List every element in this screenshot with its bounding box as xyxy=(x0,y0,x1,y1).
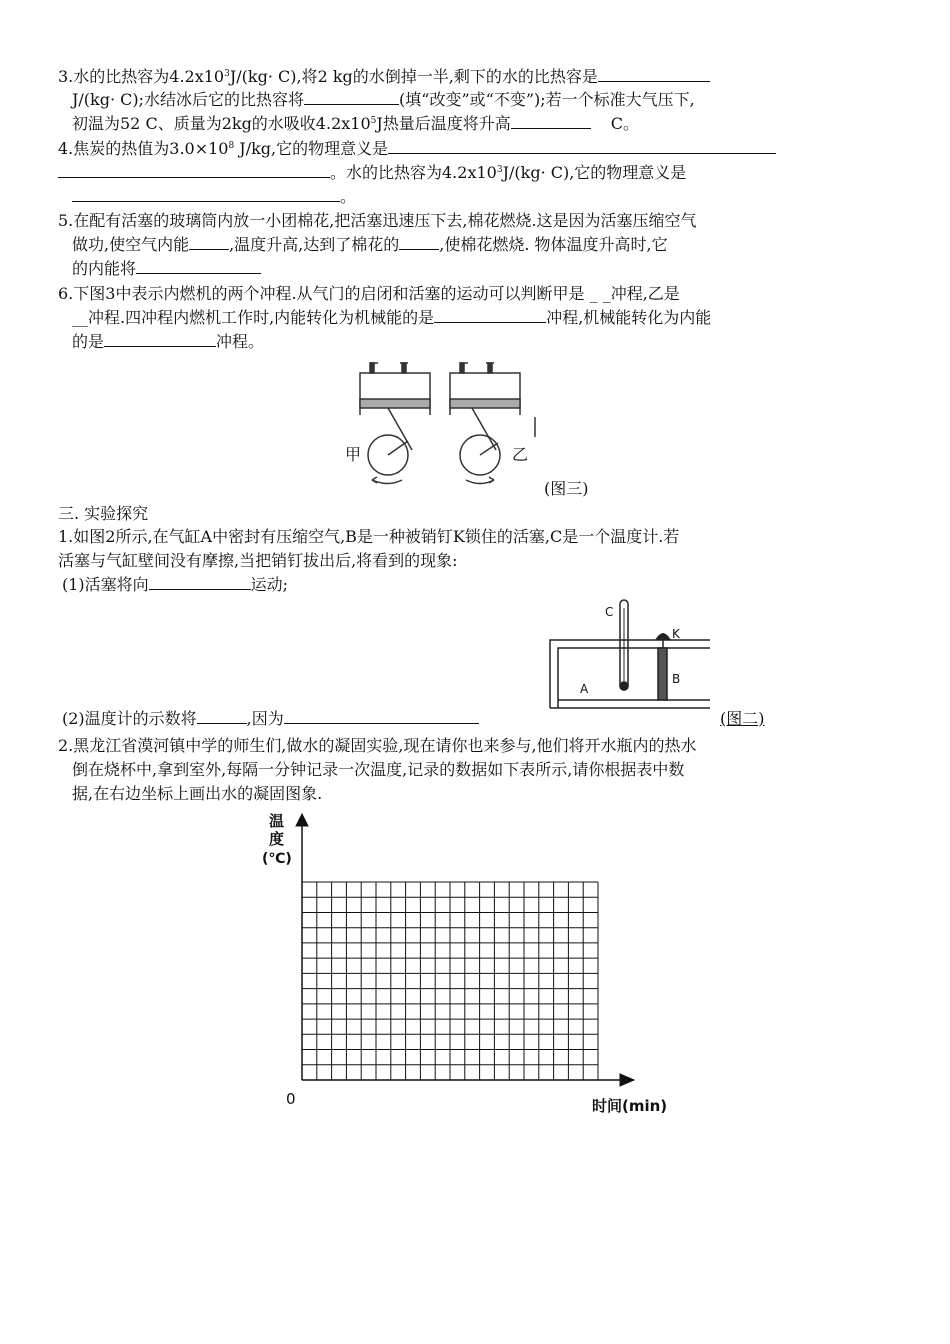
q4-line2: 。水的比热容为$4.2x10^3J/(kg\cdot C)$,它的物理意义是 xyxy=(58,162,686,184)
figure-2-caption: (图二) xyxy=(720,709,765,728)
e1-blank-3[interactable] xyxy=(284,709,479,724)
q3-line2: J/(kg· C);水结冰后它的比热容将 (填“改变”或“不变”);若一个标准大气压下, xyxy=(72,90,695,109)
freezing-graph-grid[interactable] xyxy=(290,810,640,1100)
e1-blank-1[interactable] xyxy=(149,575,251,590)
q6-line1: 6.下图3中表示内燃机的两个冲程.从气门的启闭和活塞的运动可以判断甲是 _ _冲程,乙是 xyxy=(58,284,680,303)
e1-line1: 1.如图2所示,在气缸A中密封有压缩空气,B是一种被销钉K锁住的活塞,C是一个温度计.若 xyxy=(58,527,680,546)
q6-line2: __冲程.四冲程内燃机工作时,内能转化为机械能的是 冲程,机械能转化为内能 xyxy=(72,308,712,327)
figure-2-cylinder xyxy=(540,598,720,718)
q6-blank-1[interactable] xyxy=(434,308,546,323)
e2-line3: 据,在右边坐标上画出水的凝固图象. xyxy=(72,784,323,803)
figure-3-label-jia: 甲 xyxy=(345,445,362,464)
q3-blank-3[interactable] xyxy=(511,114,591,129)
e1-line2: 活塞与气缸壁间没有摩擦,当把销钉拔出后,将看到的现象: xyxy=(58,551,458,570)
q6-line3: 的是 冲程。 xyxy=(72,332,265,351)
graph-ylabel-3: (℃) xyxy=(262,851,292,867)
q6-blank-2[interactable] xyxy=(104,332,216,347)
graph-origin: 0 xyxy=(286,1090,296,1108)
figure-2-label-a: A xyxy=(580,682,589,696)
q4-blank-2[interactable] xyxy=(58,163,330,178)
figure-2-label-c: C xyxy=(605,605,614,619)
figure-3-label-yi: 乙 xyxy=(512,445,529,464)
e1-blank-2[interactable] xyxy=(197,709,247,724)
q3-line1: 3.水的比热容为$4.2x10^3J/(kg\cdot C)$,将2 kg的水倒掉一半,剩下的水的比热容是 xyxy=(58,66,710,88)
q5-blank-2[interactable] xyxy=(399,235,439,250)
q3-blank-1[interactable] xyxy=(598,67,710,82)
graph-ylabel-1: 温 xyxy=(269,812,285,830)
q3-blank-2[interactable] xyxy=(304,90,399,105)
figure-2-label-b: B xyxy=(672,672,681,686)
q5-blank-3[interactable] xyxy=(136,259,261,274)
figure-2-label-k: K xyxy=(672,627,680,641)
q4-blank-1[interactable] xyxy=(388,139,776,154)
graph-xlabel: 时间(min) xyxy=(592,1097,668,1115)
e2-line2: 倒在烧杯中,拿到室外,每隔一分钟记录一次温度,记录的数据如下表所示,请你根据表中数 xyxy=(72,760,685,779)
q5-blank-1[interactable] xyxy=(189,235,229,250)
q5-line2: 做功,使空气内能 ,温度升高,达到了棉花的 ,使棉花燃烧. 物体温度升高时,它 xyxy=(72,235,668,254)
q5-line1: 5.在配有活塞的玻璃筒内放一小团棉花,把活塞迅速压下去,棉花燃烧.这是因为活塞压缩空气 xyxy=(58,211,697,230)
q4-line3: 。 xyxy=(72,186,356,208)
e2-line1: 2.黑龙江省漠河镇中学的师生们,做水的凝固实验,现在请你也来参与,他们将开水瓶内的热水 xyxy=(58,736,697,755)
q4-blank-3[interactable] xyxy=(72,187,340,202)
figure-3-caption: (图三) xyxy=(544,479,589,498)
q4-line1: 4.焦炭的热值为$3.0\times 10^8$ J/kg,它的物理意义是 xyxy=(58,138,776,160)
section-3-title: 三. 实验探究 xyxy=(58,504,149,523)
graph-ylabel-2: 度 xyxy=(269,830,285,848)
e1-part1: (1)活塞将向 运动; xyxy=(62,575,289,594)
e1-part2: (2)温度计的示数将 ,因为 xyxy=(62,708,479,730)
q5-line3: 的内能将 xyxy=(72,258,261,280)
q3-line3: 初温为52 C、质量为2kg的水吸收$4.2x10^5J$热量后温度将升高 C。 xyxy=(72,114,640,133)
